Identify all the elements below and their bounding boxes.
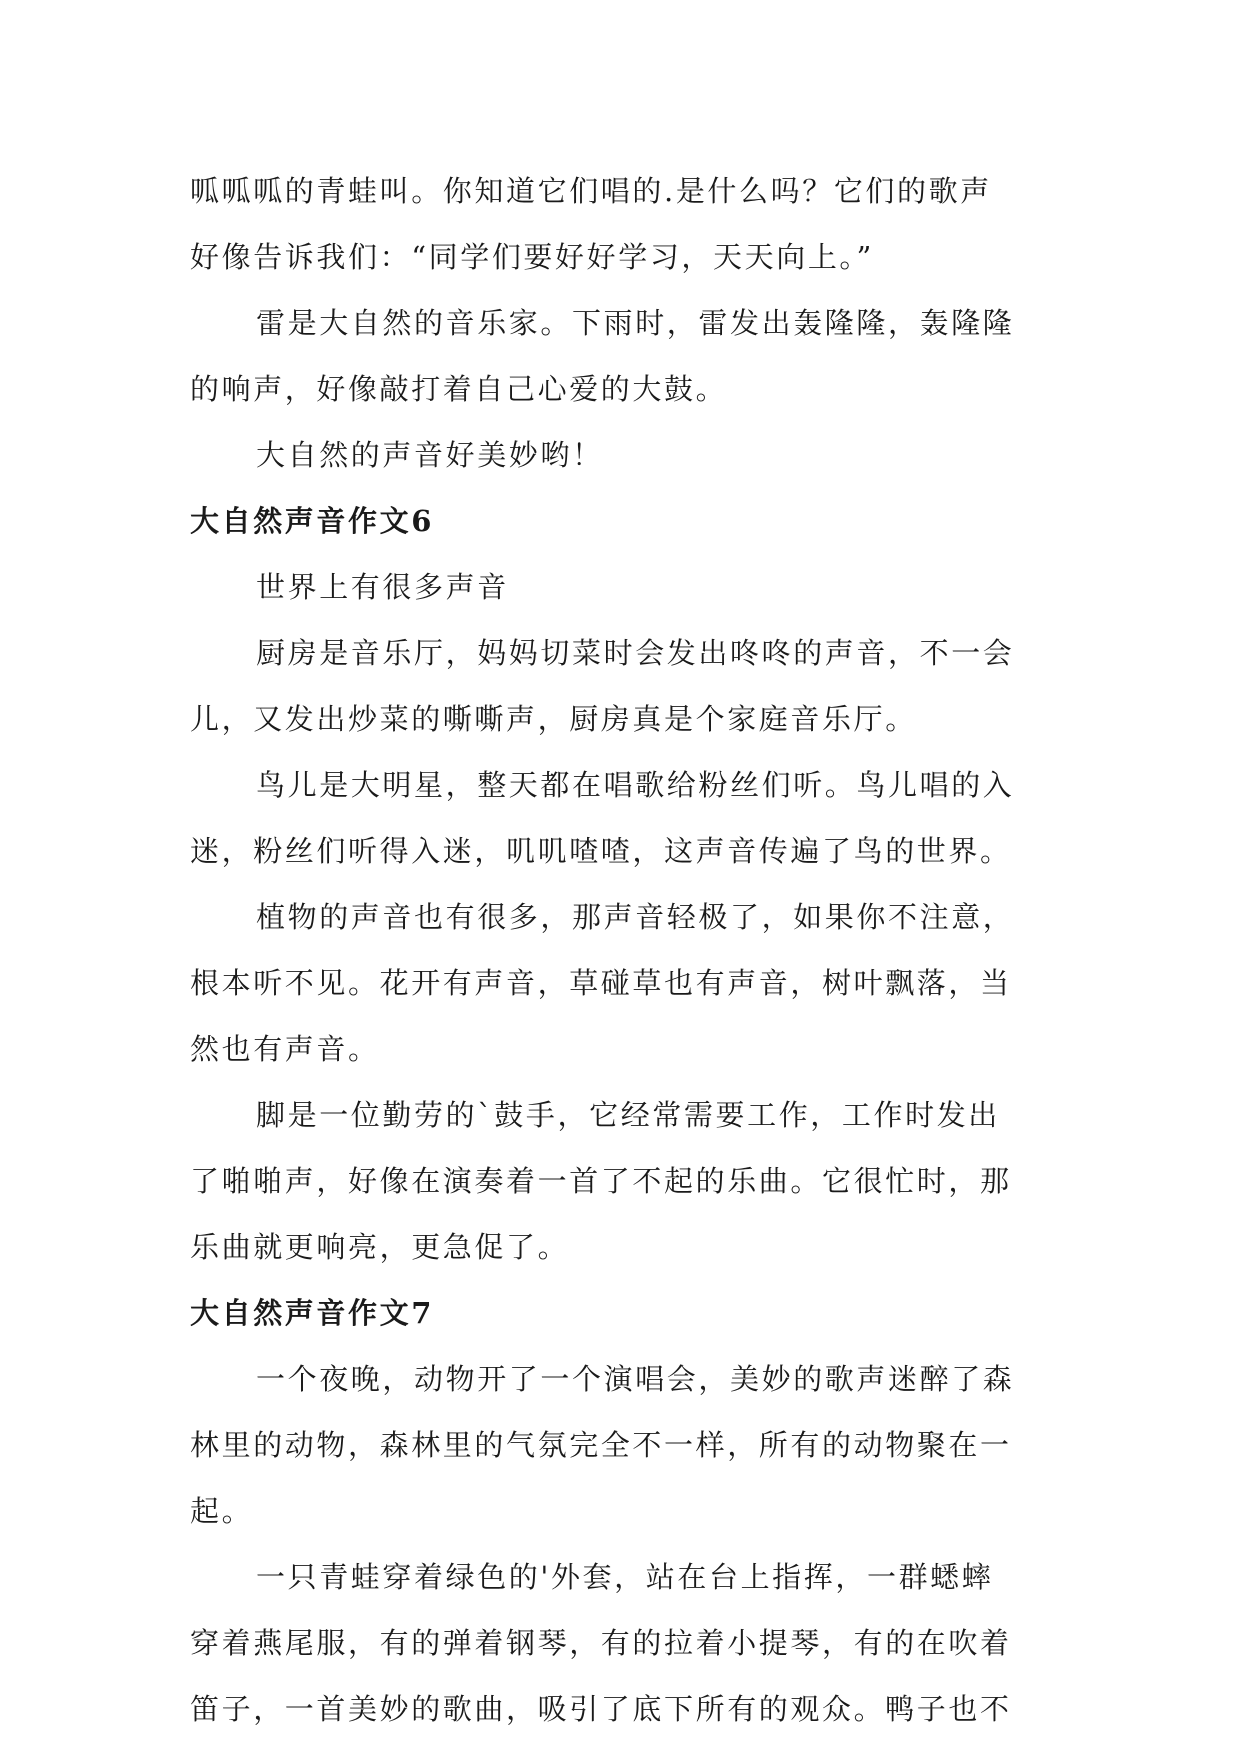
document-body [190, 158, 1070, 1742]
text-line: 根本听不见。花开有声音，草碰草也有声音，树叶飘落，当 [190, 966, 1012, 1000]
text-line: 迷，粉丝们听得入迷，叽叽喳喳，这声音传遍了鸟的世界。 [190, 834, 1012, 868]
text-line: 的响声，好像敲打着自己心爱的大鼓。 [190, 372, 728, 406]
paragraph [190, 752, 1070, 884]
text-line: 笛子，一首美妙的歌曲，吸引了底下所有的观众。鸭子也不 [190, 1692, 1012, 1726]
section-heading: 大自然声音作文7 [190, 1296, 434, 1330]
paragraph [190, 422, 1070, 488]
paragraph [190, 1544, 1070, 1742]
paragraph [190, 620, 1070, 752]
text-line: 鸟儿是大明星，整天都在唱歌给粉丝们听。鸟儿唱的入 [256, 768, 1015, 802]
text-line: 然也有声音。 [190, 1032, 380, 1066]
text-line: 一只青蛙穿着绿色的'外套，站在台上指挥，一群蟋蟀 [256, 1560, 994, 1594]
text-line: 林里的动物，森林里的气氛完全不一样，所有的动物聚在一 [190, 1428, 1012, 1462]
text-line: 穿着燕尾服，有的弹着钢琴，有的拉着小提琴，有的在吹着 [190, 1626, 1012, 1660]
paragraph [190, 1082, 1070, 1280]
text-line: 雷是大自然的音乐家。下雨时，雷发出轰隆隆，轰隆隆 [256, 306, 1015, 340]
text-line: 起。 [190, 1494, 254, 1528]
text-line: 脚是一位勤劳的`鼓手，它经常需要工作，工作时发出 [256, 1098, 1000, 1132]
text-line: 植物的声音也有很多，那声音轻极了，如果你不注意， [256, 900, 1015, 934]
paragraph [190, 158, 1070, 290]
text-line: 了啪啪声，好像在演奏着一首了不起的乐曲。它很忙时，那 [190, 1164, 1012, 1198]
section-heading: 大自然声音作文6 [190, 504, 434, 538]
text-line: 呱呱呱的青蛙叫。你知道它们唱的.是什么吗？它们的歌声 [190, 174, 992, 208]
paragraph [190, 884, 1070, 1082]
text-line: 好像告诉我们：“同学们要好好学习，天天向上。” [190, 240, 874, 274]
paragraph [190, 1346, 1070, 1544]
text-line: 儿，又发出炒菜的嘶嘶声，厨房真是个家庭音乐厅。 [190, 702, 917, 736]
text-line: 大自然的声音好美妙哟！ [256, 438, 604, 472]
paragraph [190, 290, 1070, 422]
paragraph [190, 554, 1070, 620]
text-line: 乐曲就更响亮，更急促了。 [190, 1230, 570, 1264]
text-line: 一个夜晚，动物开了一个演唱会，美妙的歌声迷醉了森 [256, 1362, 1015, 1396]
text-line: 厨房是音乐厅，妈妈切菜时会发出咚咚的声音，不一会 [256, 636, 1015, 670]
text-line: 世界上有很多声音 [256, 570, 509, 604]
